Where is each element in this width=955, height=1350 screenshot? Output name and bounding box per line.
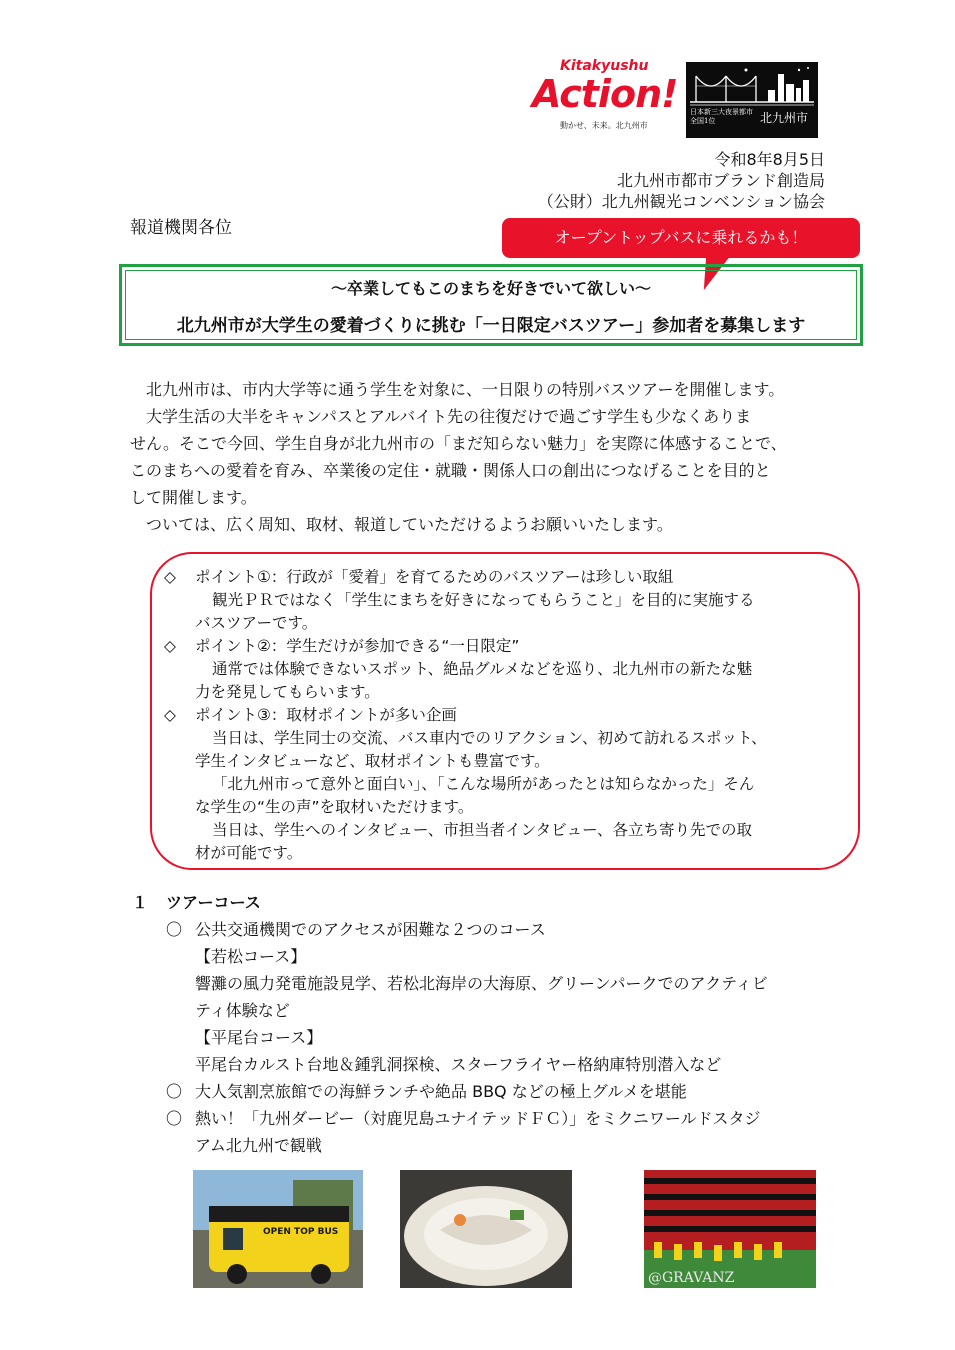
speech-bubble: オープントップバスに乗れるかも！ [502,218,860,258]
intro-line-4: このまちへの愛着を育み、卒業後の定住・就職・関係人口の創出につなげることを目的と [130,461,771,480]
course-item-3: 熱い！「九州ダービー（対鹿児島ユナイテッドＦＣ）」をミクニワールドスタジ [195,1109,761,1128]
intro-line-2: 大学生活の大半をキャンパスとアルバイト先の往復だけで過ごす学生も少なくありま [146,407,752,426]
hiraodai-heading: 【平尾台コース】 [195,1028,323,1047]
point-3-text: な学生の“生の声”を取材いただけます。 [195,798,474,816]
point-3-text: 「北九州市って意外と面白い」、「こんな場所があったとは知らなかった」そん [212,775,755,793]
intro-line-5: して開催します。 [130,488,257,507]
seafood-lunch-photo [400,1170,572,1288]
section-number: １ [132,893,149,912]
point-3-text: 当日は、学生同士の交流、バス車内でのリアクション、初めて訪れるスポット、 [212,729,767,747]
issuer-2: （公財）北九州観光コンベンション協会 [537,192,825,211]
list-bullet: 〇 [166,1082,183,1101]
point-marker: ◇ [164,706,176,724]
addressee: 報道機関各位 [130,218,232,238]
point-1-heading: ポイント①：行政が「愛着」を育てるためのバスツアーは珍しい取組 [195,568,674,586]
section-title: ツアーコース [166,893,261,912]
night-view-logo [686,62,818,138]
point-2-text: 通常では体験できないスポット、絶品グルメなどを巡り、北九州市の新たな魅 [212,660,753,678]
point-marker: ◇ [164,568,176,586]
logo-main-text: Action! [532,72,678,116]
intro-line-6: ついては、広く周知、取材、報道していただけるようお願いいたします。 [146,515,673,534]
point-3-text: 材が可能です。 [195,844,303,862]
bus-sign-text: OPEN TOP BUS [263,1227,339,1237]
logo-top-text: Kitakyushu [560,58,649,74]
point-1-text: バスツアーです。 [195,614,318,632]
point-3-text: 当日は、学生へのインタビュー、市担当者インタビュー、各立ち寄り先での取 [212,821,753,839]
stadium-credit-text: @GRAVANZ [648,1270,735,1286]
night-logo-city: 北九州市 [760,111,809,125]
hiraodai-text: 平尾台カルスト台地＆鍾乳洞探検、スターフライヤー格納庫特別潜入など [195,1055,722,1074]
issuer-1: 北九州市都市ブランド創造局 [616,171,825,190]
wakamatsu-text: 響灘の風力発電施設見学、若松北海岸の大海原、グリーンパークでのアクティビ [195,974,768,993]
subtitle: ～卒業してもこのまちを好きでいて欲しい～ [330,279,651,298]
stadium-photo [644,1170,816,1288]
list-bullet: 〇 [166,920,183,939]
point-marker: ◇ [164,637,176,655]
logo-tagline: 動かせ、未来。北九州市 [560,121,648,130]
point-2-heading: ポイント②：学生だけが参加できる“一日限定” [195,637,520,655]
course-item-2: 大人気割烹旅館での海鮮ランチや絶品 BBQ などの極上グルメを堪能 [195,1082,687,1101]
night-logo-caption: 日本新三大夜景都市 全国1位 [690,108,753,125]
course-item-1: 公共交通機関でのアクセスが困難な２つのコース [195,920,546,939]
open-top-bus-photo [193,1170,363,1288]
release-date: 令和8年8月5日 [714,150,825,169]
point-2-text: 力を発見してもらいます。 [195,683,380,701]
night-skyline-icon [686,62,818,138]
wakamatsu-text: ティ体験など [195,1001,290,1020]
kitakyushu-action-logo [530,58,678,138]
intro-line-1: 北九州市は、市内大学等に通う学生を対象に、一日限りの特別バスツアーを開催します。 [146,380,785,399]
course-item-3: アム北九州で観戦 [195,1136,322,1155]
list-bullet: 〇 [166,1109,183,1128]
wakamatsu-heading: 【若松コース】 [195,947,307,966]
point-3-heading: ポイント③：取材ポイントが多い企画 [195,706,457,724]
point-1-text: 観光ＰＲではなく「学生にまちを好きになってもらうこと」を目的に実施する [212,591,755,609]
point-3-text: 学生インタビューなど、取材ポイントも豊富です。 [195,752,550,770]
main-title: 北九州市が大学生の愛着づくりに挑む「一日限定バスツアー」参加者を募集します [176,316,806,336]
intro-line-3: せん。そこで今回、学生自身が北九州市の「まだ知らない魅力」を実際に体感することで、 [130,434,787,453]
